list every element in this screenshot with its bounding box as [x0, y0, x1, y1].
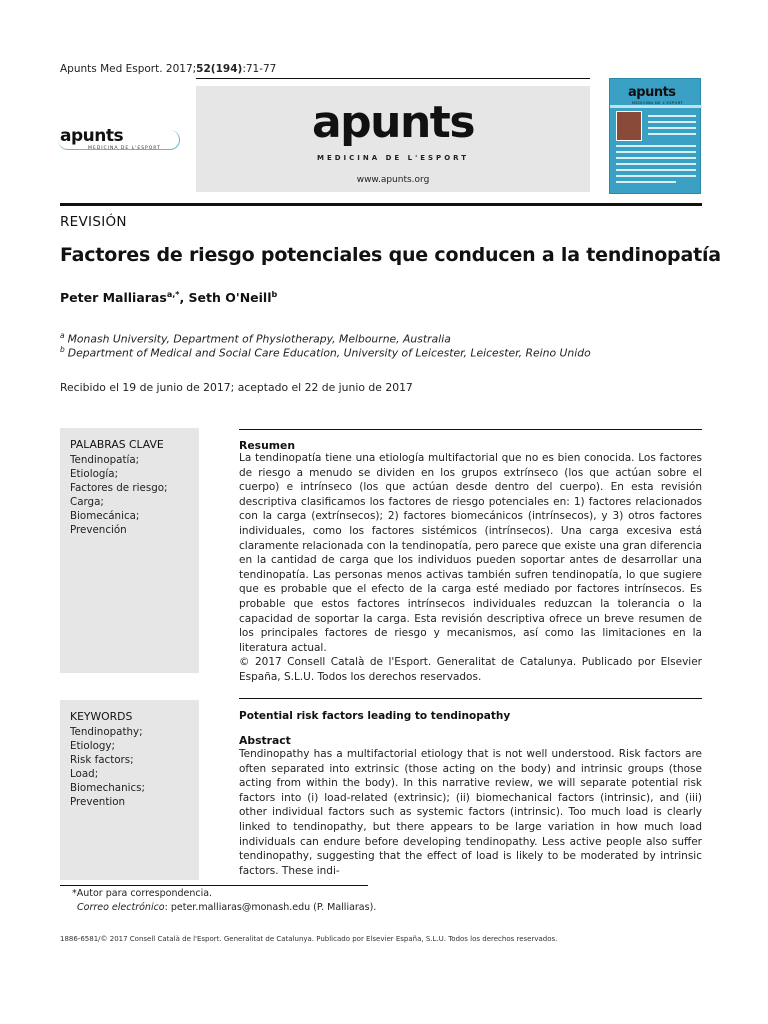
keyword-item: Tendinopathy; [70, 726, 143, 738]
affiliation-marker: a [60, 331, 65, 340]
keyword-item: Tendinopatía; [70, 454, 140, 466]
keyword-item: Etiology; [70, 740, 115, 752]
resumen-text: La tendinopatía tiene una etiología multifactorial que no es bien conocida. Los factores de riesgo a menudo se dividen en los grupos extrínseco (los que actúan sobre el cuerpo) e intrínseco (los que actúan desde dentro del cuerpo). En esta revisión descriptiva clasificamos los factores de riesgo potenciales en: 1) factores relacionados con la carga (extrínsecos); 2) factores biomecánicos (intrínsecos), y 3) otros factores individuales, como los factores sistémicos (intrínsecos). Una carga excesiva está claramente relacionada con la tendinopatía, pero parece que existe una gran diferencia en la cantidad de carga que los individuos pueden soportar antes de desarrollar una tendinopatía. Las personas menos activas también sufren tendinopatía, lo que sugiere que es probable que el efecto de la carga esté mediado por factores intrínsecos. Es probable que estos factores intrínsecos individuales reduzcan la tolerancia o la capacidad de soportar la carga. Esta revisión descriptiva ofrece un breve resumen de los principales factores de riesgo y mecanismos, así como las limitaciones en la literatura actual. [239, 452, 702, 654]
banner-url[interactable]: www.apunts.org [356, 175, 430, 185]
abstract-rule [239, 698, 702, 699]
resumen-body [239, 451, 702, 685]
affiliation [60, 331, 451, 346]
cover-text-line [648, 115, 696, 117]
journal-banner [196, 86, 590, 192]
resumen-rule [239, 429, 702, 430]
journal-small-logo [60, 128, 180, 154]
keywords-box-en [60, 700, 199, 880]
email-value[interactable]: : peter.malliaras@monash.edu (P. Malliaras). [164, 902, 377, 913]
email-label: Correo electrónico [77, 902, 165, 913]
logo-swoosh-icon [58, 126, 180, 150]
small-logo-word: apunts [60, 126, 124, 146]
affiliation-marker: b [60, 345, 65, 354]
header-top-rule [196, 78, 590, 79]
cover-text-line [648, 133, 696, 135]
cover-text-line [616, 163, 696, 165]
banner-subtitle: MEDICINA DE L'ESPORT [316, 154, 469, 162]
cover-text-line [648, 121, 696, 123]
header-divider [60, 203, 702, 206]
author-name: , Seth O'Neill [179, 290, 272, 306]
citation-pages: :71-77 [242, 63, 277, 75]
abstract-heading: Abstract [239, 734, 291, 747]
abstract-body: Tendinopathy has a multifactorial etiology that is not well understood. Risk factors are often separated into extrinsic (those acting on the body) and intrinsic groups (those acting from within the body). In this narrative review, we will separate potential risk factors into (i) load-related (extrinsic); (ii) biomechanical factors (intrinsic), and (iii) other individual factors such as systemic factors (intrinsic). Too much load is clearly linked to tendinopathy, but there appears to be large variation in how much load individuals can endure before developing tendinopathy. Less active people also suffer tendinopathy, suggesting that the effect of load is likely to be moderated by intrinsic factors. These indi- [239, 748, 702, 877]
cover-text-line [616, 169, 696, 171]
affiliation-text: Monash University, Department of Physiotherapy, Melbourne, Australia [67, 332, 451, 346]
received-dates: Recibido el 19 de junio de 2017; aceptado el 22 de junio de 2017 [60, 381, 413, 394]
cover-subtitle: MEDICINA DE L'ESPORT [632, 101, 684, 105]
article-title: Factores de riesgo potenciales que conducen a la tendinopatía [60, 244, 721, 266]
citation-journal: Apunts Med Esport. 2017; [60, 63, 197, 75]
cover-text-line [616, 175, 696, 177]
affiliation-text: Department of Medical and Social Care Education, University of Leicester, Leicester, Reino Unido [67, 346, 591, 360]
cover-text-line [648, 127, 696, 129]
author-affiliation-marker: b [271, 290, 278, 299]
keyword-item: Risk factors; [70, 754, 134, 766]
keyword-item: Carga; [70, 496, 104, 508]
resumen-heading: Resumen [239, 439, 296, 452]
cover-text-line [616, 157, 696, 159]
keywords-box-es [60, 428, 199, 673]
citation-volume: 52(194) [196, 63, 243, 75]
cover-text-line [616, 181, 676, 183]
keywords-heading: KEYWORDS [70, 710, 133, 723]
author-affiliation-marker: a,* [166, 290, 180, 299]
cover-text-line [616, 145, 696, 147]
keyword-item: Factores de riesgo; [70, 482, 168, 494]
keyword-item: Prevención [70, 524, 127, 536]
banner-logo-word: apunts [311, 97, 475, 148]
keyword-item: Prevention [70, 796, 126, 808]
cover-band [610, 105, 702, 108]
journal-citation [60, 63, 276, 75]
keyword-item: Biomechanics; [70, 782, 145, 794]
keyword-item: Biomecánica; [70, 510, 140, 522]
email-note [77, 902, 376, 913]
cover-text-line [616, 151, 696, 153]
english-title: Potential risk factors leading to tendinopathy [239, 710, 511, 722]
keyword-item: Load; [70, 768, 99, 780]
affiliation [60, 345, 591, 360]
footnote-rule [60, 885, 368, 886]
article-section-label: REVISIÓN [60, 214, 127, 230]
issn-copyright-line: 1886-6581/© 2017 Consell Català de l'Esport. Generalitat de Catalunya. Publicado por Elsevier España, S.L.U. Todos los derechos reservados. [60, 935, 558, 943]
journal-cover-thumbnail [609, 78, 701, 194]
cover-logo-word: apunts [628, 85, 676, 100]
corresponding-author-note: *Autor para correspondencia. [72, 888, 213, 899]
keyword-item: Etiología; [70, 468, 119, 480]
resumen-copyright: © 2017 Consell Català de l'Esport. Generalitat de Catalunya. Publicado por Elsevier España, S.L.U. Todos los derechos reservados. [239, 656, 702, 683]
author-name: Peter Malliaras [60, 290, 167, 306]
article-authors [60, 290, 277, 305]
keywords-heading: PALABRAS CLAVE [70, 438, 164, 451]
cover-image-icon [616, 111, 642, 141]
small-logo-subtitle: MEDICINA DE L'ESPORT [88, 146, 161, 151]
